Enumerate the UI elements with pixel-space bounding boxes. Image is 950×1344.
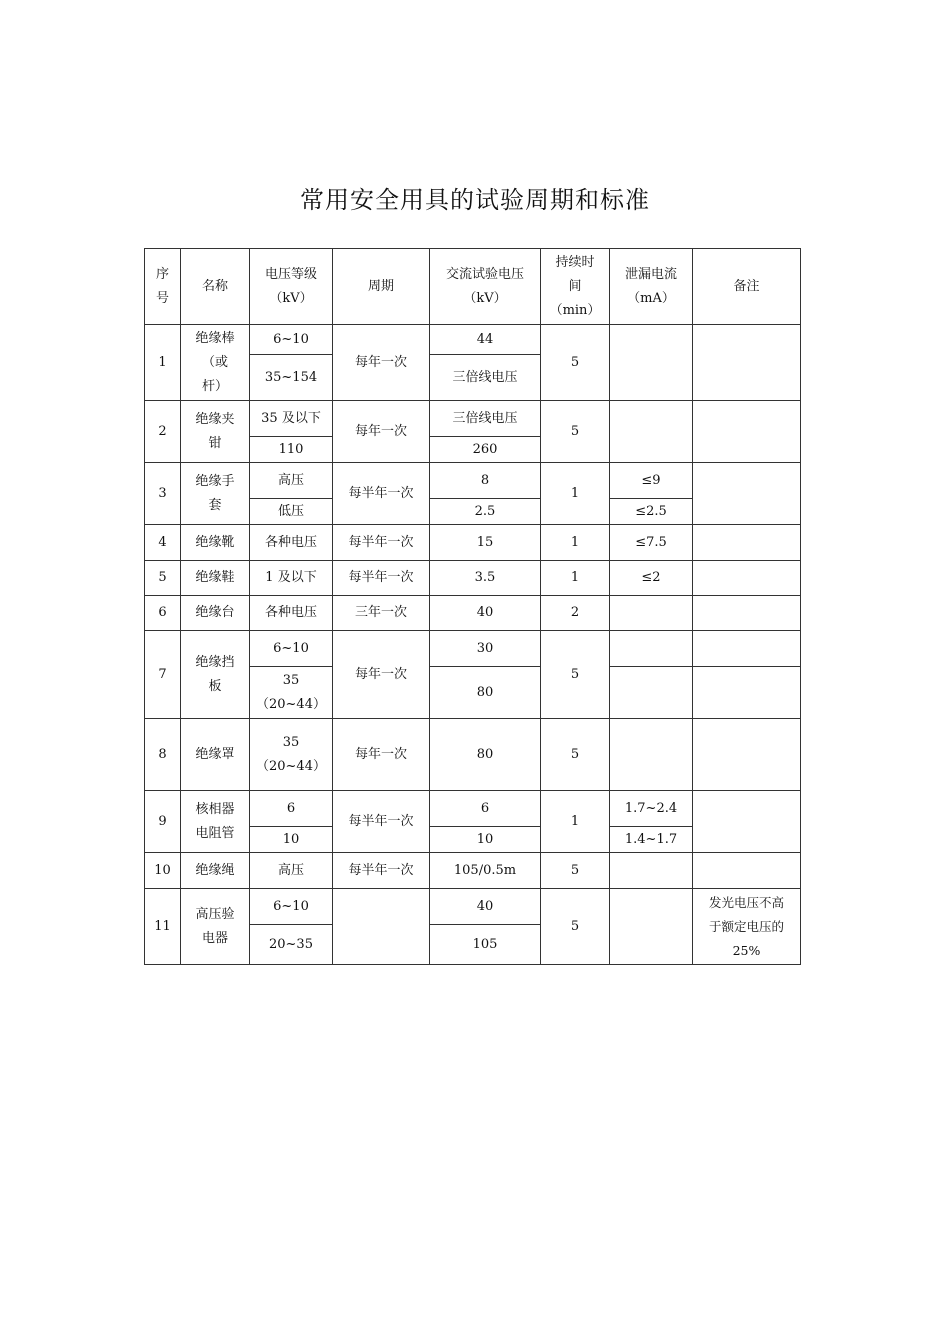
leakage-current (610, 596, 693, 631)
leakage-current: 1.7~2.4 (610, 791, 693, 827)
row-name: 绝缘绳 (181, 853, 250, 889)
voltage-level: 高压 (250, 463, 333, 499)
table-row (145, 401, 801, 437)
test-voltage: 30 (430, 631, 541, 667)
test-voltage: 三倍线电压 (430, 355, 541, 401)
duration: 5 (541, 853, 610, 889)
voltage-level: 6~10 (250, 631, 333, 667)
test-period: 每半年一次 (333, 525, 430, 561)
voltage-level: 35 （20~44） (250, 719, 333, 791)
table-row (145, 719, 801, 791)
note (693, 463, 801, 525)
duration: 5 (541, 719, 610, 791)
leakage-current: ≤2 (610, 561, 693, 596)
voltage-level: 6~10 (250, 889, 333, 925)
header-leakage: 泄漏电流 （mA） (610, 249, 693, 325)
test-voltage: 2.5 (430, 499, 541, 525)
table-row (145, 561, 801, 596)
duration: 2 (541, 596, 610, 631)
leakage-current (610, 401, 693, 463)
voltage-level: 35 及以下 (250, 401, 333, 437)
row-name: 绝缘挡 板 (181, 631, 250, 719)
row-no: 8 (145, 719, 181, 791)
table-row (145, 791, 801, 827)
row-no: 6 (145, 596, 181, 631)
test-period: 每半年一次 (333, 791, 430, 853)
note (693, 791, 801, 853)
test-voltage: 105 (430, 925, 541, 965)
note (693, 596, 801, 631)
row-name: 高压验 电器 (181, 889, 250, 965)
header-voltage: 电压等级 （kV） (250, 249, 333, 325)
row-name: 绝缘靴 (181, 525, 250, 561)
test-voltage: 80 (430, 667, 541, 719)
test-voltage: 40 (430, 889, 541, 925)
test-period: 每半年一次 (333, 561, 430, 596)
header-note: 备注 (693, 249, 801, 325)
voltage-level: 10 (250, 827, 333, 853)
leakage-current (610, 667, 693, 719)
table-row (145, 525, 801, 561)
voltage-level: 1 及以下 (250, 561, 333, 596)
safety-tool-test-table (144, 248, 801, 965)
header-name: 名称 (181, 249, 250, 325)
row-name: 绝缘台 (181, 596, 250, 631)
test-period: 每半年一次 (333, 853, 430, 889)
duration: 1 (541, 791, 610, 853)
row-no: 10 (145, 853, 181, 889)
leakage-current: 1.4~1.7 (610, 827, 693, 853)
test-voltage: 6 (430, 791, 541, 827)
header-test-voltage: 交流试验电压 （kV） (430, 249, 541, 325)
test-period: 每年一次 (333, 719, 430, 791)
note: 发光电压不高 于额定电压的 25% (693, 889, 801, 965)
voltage-level: 110 (250, 437, 333, 463)
header-row (145, 249, 801, 325)
test-period: 三年一次 (333, 596, 430, 631)
table-row (145, 325, 801, 355)
row-no: 9 (145, 791, 181, 853)
duration: 1 (541, 561, 610, 596)
header-duration: 持续时 间 （min） (541, 249, 610, 325)
table-row (145, 631, 801, 667)
duration: 5 (541, 889, 610, 965)
row-no: 11 (145, 889, 181, 965)
row-name: 绝缘手 套 (181, 463, 250, 525)
test-voltage: 3.5 (430, 561, 541, 596)
test-voltage: 260 (430, 437, 541, 463)
test-voltage: 44 (430, 325, 541, 355)
leakage-current (610, 889, 693, 965)
table-row (145, 889, 801, 925)
leakage-current: ≤7.5 (610, 525, 693, 561)
note (693, 853, 801, 889)
voltage-level: 6~10 (250, 325, 333, 355)
leakage-current (610, 853, 693, 889)
row-name: 绝缘棒 （或 杆） (181, 325, 250, 401)
test-period: 每半年一次 (333, 463, 430, 525)
voltage-level: 各种电压 (250, 525, 333, 561)
note (693, 325, 801, 401)
table-row (145, 596, 801, 631)
voltage-level: 35 （20~44） (250, 667, 333, 719)
row-name: 绝缘罩 (181, 719, 250, 791)
voltage-level: 35~154 (250, 355, 333, 401)
leakage-current (610, 325, 693, 401)
row-no: 3 (145, 463, 181, 525)
voltage-level: 高压 (250, 853, 333, 889)
row-no: 2 (145, 401, 181, 463)
voltage-level: 6 (250, 791, 333, 827)
test-period: 每年一次 (333, 325, 430, 401)
leakage-current: ≤2.5 (610, 499, 693, 525)
test-voltage: 40 (430, 596, 541, 631)
document-title: 常用安全用具的试验周期和标准 (300, 186, 650, 214)
row-name: 核相器 电阻管 (181, 791, 250, 853)
row-no: 1 (145, 325, 181, 401)
test-voltage: 三倍线电压 (430, 401, 541, 437)
row-name: 绝缘鞋 (181, 561, 250, 596)
note (693, 719, 801, 791)
leakage-current (610, 719, 693, 791)
leakage-current: ≤9 (610, 463, 693, 499)
test-voltage: 8 (430, 463, 541, 499)
header-no: 序 号 (145, 249, 181, 325)
test-voltage: 15 (430, 525, 541, 561)
duration: 1 (541, 525, 610, 561)
row-no: 5 (145, 561, 181, 596)
test-period: 每年一次 (333, 631, 430, 719)
note (693, 561, 801, 596)
test-period: 每年一次 (333, 401, 430, 463)
test-voltage: 80 (430, 719, 541, 791)
voltage-level: 低压 (250, 499, 333, 525)
table-row (145, 463, 801, 499)
duration: 1 (541, 463, 610, 525)
voltage-level: 各种电压 (250, 596, 333, 631)
table-row (145, 853, 801, 889)
note (693, 401, 801, 463)
note (693, 525, 801, 561)
row-no: 4 (145, 525, 181, 561)
voltage-level: 20~35 (250, 925, 333, 965)
note (693, 631, 801, 667)
duration: 5 (541, 401, 610, 463)
leakage-current (610, 631, 693, 667)
header-period: 周期 (333, 249, 430, 325)
test-period (333, 889, 430, 965)
row-no: 7 (145, 631, 181, 719)
note (693, 667, 801, 719)
test-voltage: 105/0.5m (430, 853, 541, 889)
test-voltage: 10 (430, 827, 541, 853)
row-name: 绝缘夹 钳 (181, 401, 250, 463)
duration: 5 (541, 325, 610, 401)
duration: 5 (541, 631, 610, 719)
